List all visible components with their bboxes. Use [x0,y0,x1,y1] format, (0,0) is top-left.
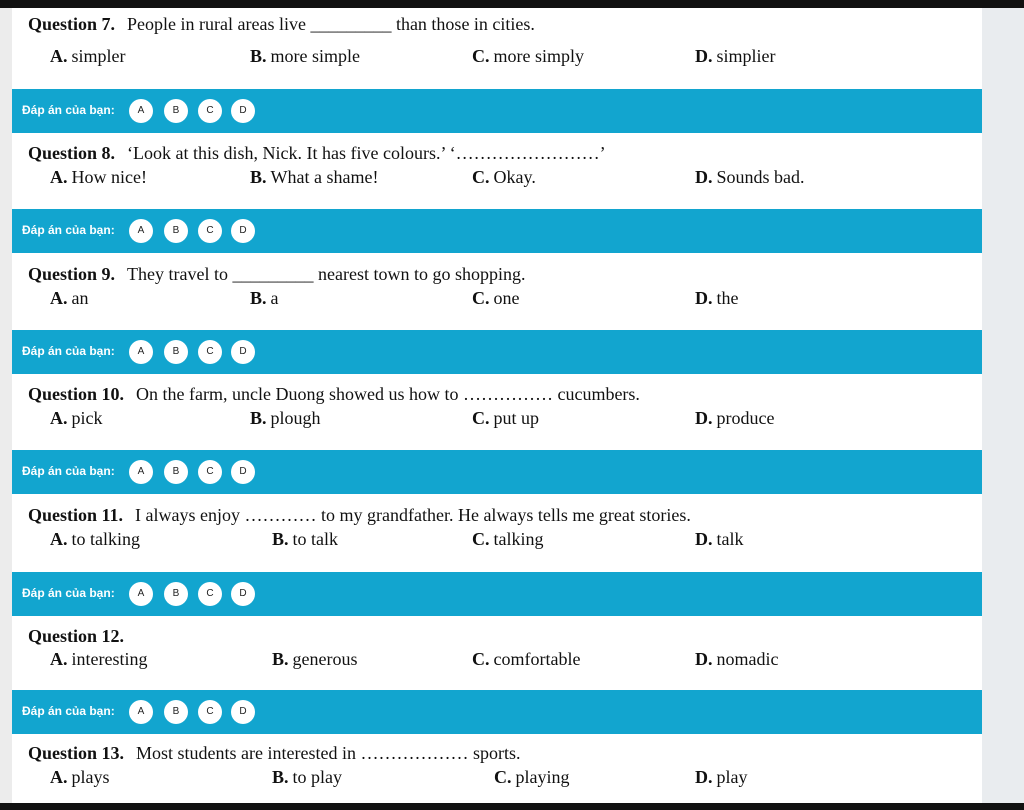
question-number: Question 10. [28,384,125,404]
option-d: D. produce [695,408,775,428]
option-d: D. Sounds bad. [695,167,805,187]
answer-label: Đáp án của bạn: [22,223,115,237]
answer-choice-d[interactable]: D [231,219,255,243]
answer-choice-c[interactable]: C [198,219,222,243]
option-d: D. talk [695,529,744,549]
option-d: D. simplier [695,46,776,66]
option-c: C. playing [494,767,570,787]
option-b: B. to play [272,767,343,787]
answer-choice-b[interactable]: B [164,219,188,243]
answer-choice-c[interactable]: C [198,460,222,484]
answer-label: Đáp án của bạn: [22,586,115,600]
option-b: B. generous [272,649,358,669]
answer-choice-d[interactable]: D [231,700,255,724]
question-number: Question 12. [28,626,125,646]
option-d: D. the [695,288,739,308]
question-text: On the farm, uncle Duong showed us how to …………… cucumbers. [136,384,640,404]
question-9 [12,258,982,330]
option-b: B. more simple [250,46,360,66]
option-b: B. What a shame! [250,167,379,187]
question-12 [12,620,982,690]
option-b: B. to talk [272,529,339,549]
bottom-border [0,803,1024,810]
option-a: A. interesting [50,649,148,669]
answer-choice-b[interactable]: B [164,99,188,123]
answer-label: Đáp án của bạn: [22,464,115,478]
option-a: A. How nice! [50,167,147,187]
answer-choice-b[interactable]: B [164,460,188,484]
question-text: They travel to _________ nearest town to go shopping. [127,264,526,284]
option-a: A. plays [50,767,110,787]
answer-bar-11 [12,572,982,616]
option-c: C. more simply [472,46,584,66]
option-c: C. talking [472,529,544,549]
answer-choice-a[interactable]: A [129,219,153,243]
option-a: A. pick [50,408,103,428]
answer-choice-a[interactable]: A [129,99,153,123]
question-number: Question 13. [28,743,125,763]
answer-choice-c[interactable]: C [198,340,222,364]
answer-choice-a[interactable]: A [129,340,153,364]
question-7 [12,8,982,88]
answer-label: Đáp án của bạn: [22,103,115,117]
option-a: A. an [50,288,89,308]
question-8 [12,137,982,209]
answer-choice-d[interactable]: D [231,99,255,123]
question-number: Question 9. [28,264,116,284]
answer-choice-d[interactable]: D [231,460,255,484]
answer-bar-8 [12,209,982,253]
answer-choice-c[interactable]: C [198,582,222,606]
option-a: A. simpler [50,46,126,66]
option-b: B. a [250,288,279,308]
option-d: D. play [695,767,748,787]
question-text: People in rural areas live _________ than those in cities. [127,14,535,34]
answer-choice-a[interactable]: A [129,460,153,484]
option-c: C. Okay. [472,167,536,187]
question-number: Question 7. [28,14,116,34]
left-edge [0,0,12,810]
question-number: Question 11. [28,505,124,525]
answer-choice-a[interactable]: A [129,582,153,606]
question-13 [12,738,982,803]
question-11 [12,499,982,571]
top-border [0,0,1024,8]
answer-choice-c[interactable]: C [198,99,222,123]
answer-bar-7 [12,89,982,133]
question-10 [12,378,982,450]
answer-choice-b[interactable]: B [164,340,188,364]
answer-label: Đáp án của bạn: [22,344,115,358]
answer-bar-12 [12,690,982,734]
answer-choice-d[interactable]: D [231,582,255,606]
question-number: Question 8. [28,143,116,163]
answer-choice-b[interactable]: B [164,700,188,724]
answer-choice-d[interactable]: D [231,340,255,364]
option-a: A. to talking [50,529,140,549]
option-b: B. plough [250,408,321,428]
answer-label: Đáp án của bạn: [22,704,115,718]
right-panel [982,8,1024,803]
question-text: ‘Look at this dish, Nick. It has five colours.’ ‘……………………’ [127,143,606,163]
option-c: C. one [472,288,520,308]
question-text: I always enjoy ………… to my grandfather. He always tells me great stories. [135,505,691,525]
question-text: Most students are interested in ……………… sports. [136,743,521,763]
answer-bar-10 [12,450,982,494]
option-d: D. nomadic [695,649,779,669]
answer-bar-9 [12,330,982,374]
answer-choice-c[interactable]: C [198,700,222,724]
answer-choice-b[interactable]: B [164,582,188,606]
option-c: C. put up [472,408,540,428]
answer-choice-a[interactable]: A [129,700,153,724]
option-c: C. comfortable [472,649,581,669]
